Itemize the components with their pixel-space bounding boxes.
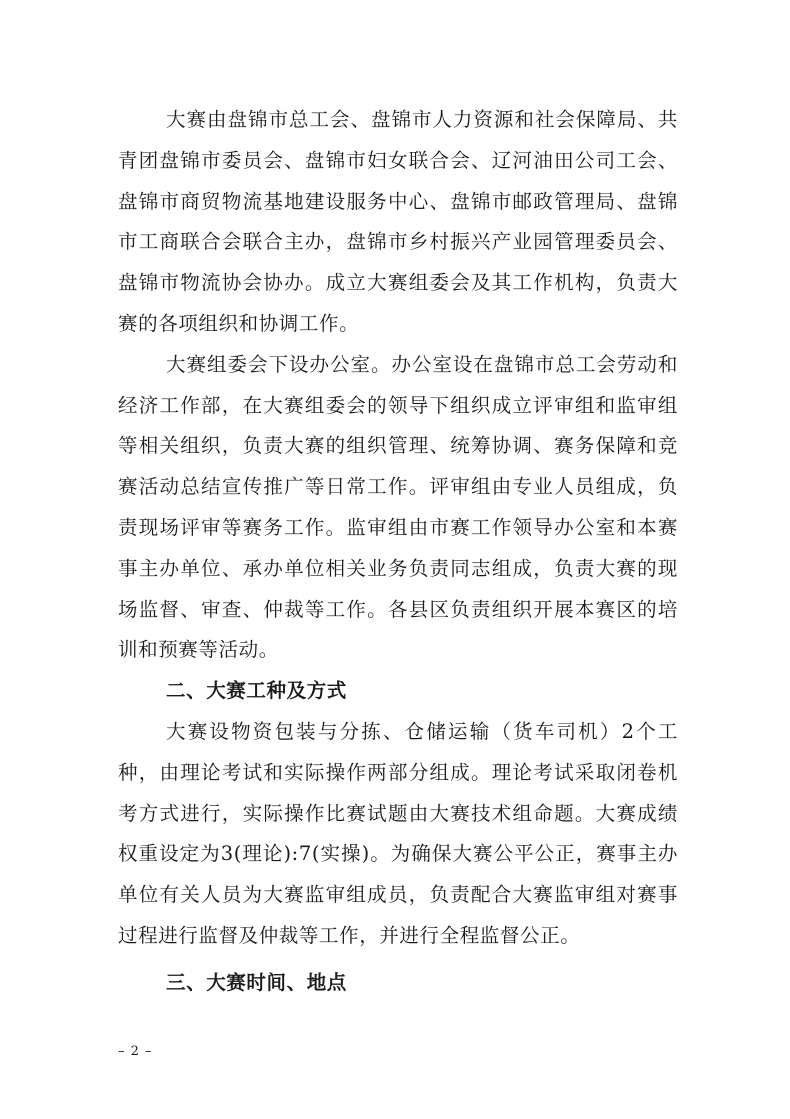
- paragraph-types-and-methods: 大赛设物资包装与分拣、仓储运输（货车司机）2个工种，由理论考试和实际操作两部分组成。理论考试采取闭卷机考方式进行，实际操作比赛试题由大赛技术组命题。大赛成绩权重设定为3(理论):7(实操)。为确保大赛公平公正，赛事主办单位有关人员为大赛监审组成员，负责配合大赛监审组对赛事过程进行监督及仲裁等工作，并进行全程监督公正。: [118, 719, 678, 947]
- paragraph-organizers: 大赛由盘锦市总工会、盘锦市人力资源和社会保障局、共青团盘锦市委员会、盘锦市妇女联合会、辽河油田公司工会、盘锦市商贸物流基地建设服务中心、盘锦市邮政管理局、盘锦市工商联合会联合主办，盘锦市乡村振兴产业园管理委员会、盘锦市物流协会协办。成立大赛组委会及其工作机构，负责大赛的各项组织和协调工作。: [118, 108, 678, 335]
- document-body: [118, 100, 678, 1004]
- section-heading-2: 二、大赛工种及方式: [166, 679, 347, 703]
- page-number: – 2 –: [118, 1044, 153, 1059]
- paragraph-committee-office: 大赛组委会下设办公室。办公室设在盘锦市总工会劳动和经济工作部，在大赛组委会的领导下组织成立评审组和监审组等相关组织，负责大赛的组织管理、统筹协调、赛务保障和竞赛活动总结宣传推广等日常工作。评审组由专业人员组成，负责现场评审等赛务工作。监审组由市赛工作领导办公室和本赛事主办单位、承办单位相关业务负责同志组成，负责大赛的现场监督、审查、仲裁等工作。各县区负责组织开展本赛区的培训和预赛等活动。: [118, 352, 678, 662]
- section-heading-3: 三、大赛时间、地点: [166, 970, 347, 994]
